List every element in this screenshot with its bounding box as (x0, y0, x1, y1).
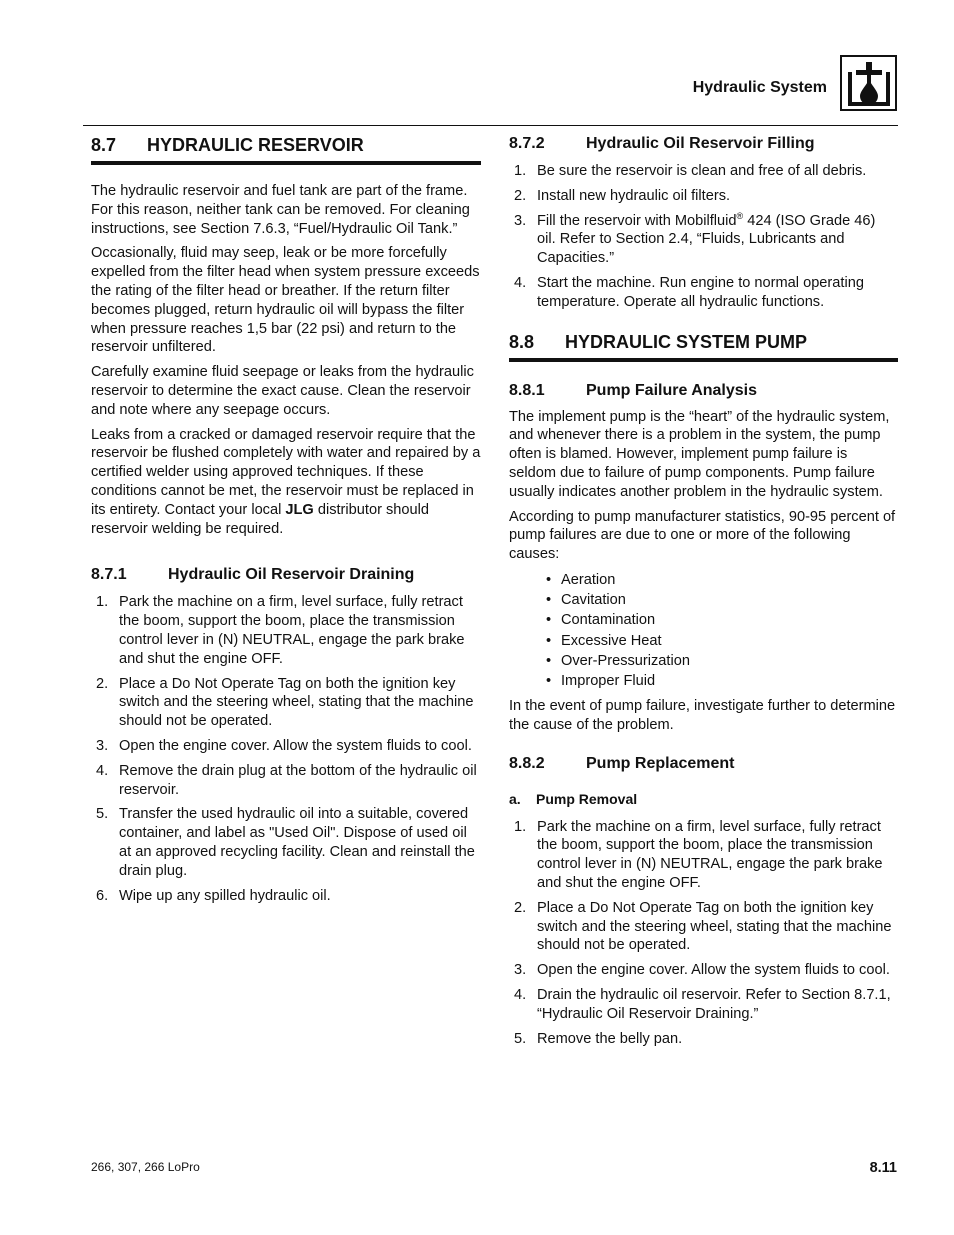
subsection-title: Pump Failure Analysis (586, 381, 758, 399)
list-item (509, 986, 898, 1024)
section-title: HYDRAULIC RESERVOIR (147, 135, 364, 155)
step-number: 6. (96, 887, 109, 904)
subsection-number: 8.7.1 (91, 566, 127, 584)
reservoir-paragraph: Carefully examine fluid seepage or leaks from the hydraulic reservoir to determine the exact cause. Clean the reservoir and note where any seepage occurs. (91, 364, 474, 418)
footer-models: 266, 307, 266 LoPro (91, 1160, 200, 1174)
filling-steps (509, 162, 898, 312)
step-number: 4. (514, 274, 527, 291)
minor-heading-label: a. (509, 790, 521, 807)
step-number: 1. (96, 594, 109, 611)
list-item (509, 212, 898, 268)
section-number: 8.7 (91, 135, 117, 155)
list-item: • Aeration (546, 570, 898, 590)
minor-heading-title: Pump Removal (536, 790, 638, 807)
list-item: • Improper Fluid (546, 671, 898, 691)
step-number: 4. (96, 762, 109, 779)
step-number: 2. (514, 187, 527, 204)
cause-text: Contamination (561, 612, 656, 629)
step-number: 3. (514, 962, 527, 979)
step-text-part: Fill the reservoir with Mobilfluid (537, 212, 737, 229)
list-item (91, 762, 481, 800)
list-item (509, 274, 898, 312)
list-item (91, 675, 481, 731)
step-text: Start the machine. Run engine to normal operating temperature. Operate all hydraulic functions. (537, 274, 864, 310)
list-item: • Excessive Heat (546, 631, 898, 651)
list-item (509, 1030, 898, 1049)
list-item (91, 593, 481, 668)
step-number: 3. (96, 737, 109, 754)
step-number: 1. (514, 818, 527, 835)
subsection-heading-8-7-2 (509, 134, 898, 154)
list-item (509, 818, 898, 893)
step-text: Park the machine on a firm, level surface, fully retract the boom, support the boom, place the transmission control lever in (N) NEUTRAL, engage the park brake and shut the engine OFF. (119, 594, 465, 667)
list-item (509, 162, 898, 181)
draining-steps (91, 593, 481, 905)
subsection-title: Hydraulic Oil Reservoir Draining (168, 566, 415, 584)
step-text: Transfer the used hydraulic oil into a suitable, covered container, and label as "Used Oil". Dispose of used oil at an approved recycling facility. Clean and reinstall the drain plug. (119, 806, 475, 879)
step-number: 1. (514, 163, 527, 179)
step-text (537, 212, 898, 268)
step-text: Open the engine cover. Allow the system fluids to cool. (119, 737, 472, 754)
subsection-title: Hydraulic Oil Reservoir Filling (586, 135, 815, 152)
list-item (91, 805, 481, 880)
analysis-closing-paragraph: In the event of pump failure, investigate further to determine the cause of the problem. (509, 698, 896, 733)
subsection-number: 8.7.2 (509, 135, 545, 152)
step-text: Remove the belly pan. (537, 1030, 683, 1047)
step-text: Be sure the reservoir is clean and free of all debris. (537, 163, 867, 179)
cause-text: Aeration (561, 571, 616, 588)
left-column (91, 134, 481, 911)
section-heading-8-7 (91, 134, 481, 165)
header-rule (83, 125, 898, 126)
analysis-paragraph: According to pump manufacturer statistics, 90-95 percent of pump failures are due to one or more of the following causes: (509, 508, 896, 563)
reservoir-paragraph: The hydraulic reservoir and fuel tank are part of the frame. For this reason, neither tank can be removed. For cleaning instructions, see Section 7.6.3, “Fuel/Hydraulic Oil Tank.” (91, 183, 470, 237)
step-number: 3. (514, 212, 527, 229)
list-item: • Over-Pressurization (546, 651, 898, 671)
cause-text: Over-Pressurization (561, 652, 690, 669)
list-item (509, 899, 898, 955)
step-text: Place a Do Not Operate Tag on both the ignition key switch and the steering wheel, stating that the machine should not be operated. (537, 899, 892, 954)
list-item (91, 887, 481, 906)
right-column (509, 134, 898, 1054)
step-text: Place a Do Not Operate Tag on both the ignition key switch and the steering wheel, stating that the machine should not be operated. (119, 675, 474, 730)
cause-text: Cavitation (561, 592, 626, 609)
step-text: Remove the drain plug at the bottom of the hydraulic oil reservoir. (119, 762, 477, 798)
subsection-heading-8-7-1 (91, 565, 481, 585)
page-number: 8.11 (869, 1160, 897, 1176)
subsection-number: 8.8.2 (509, 754, 545, 772)
removal-steps (509, 818, 898, 1049)
step-text: Drain the hydraulic oil reservoir. Refer to Section 8.7.1, “Hydraulic Oil Reservoir Draining.” (537, 986, 891, 1022)
running-header-title: Hydraulic System (692, 79, 827, 96)
list-item (509, 961, 898, 980)
step-number: 5. (96, 806, 109, 823)
step-text: Park the machine on a firm, level surface, fully retract the boom, support the boom, place the transmission control lever in (N) NEUTRAL, engage the park brake and shut the engine OFF. (537, 818, 883, 891)
step-number: 2. (514, 899, 527, 916)
registered-mark: ® (736, 210, 744, 221)
pump-removal-heading (509, 790, 898, 809)
step-number: 5. (514, 1030, 527, 1047)
step-text: Install new hydraulic oil filters. (537, 187, 731, 204)
cause-text: Improper Fluid (561, 672, 656, 689)
analysis-paragraph: The implement pump is the “heart” of the hydraulic system, and whenever there is a problem in the system, the pump often is blamed. However, implement pump failure is seldom due to failure of pump components. Pump failure usually indicates another problem in the hydraulic system. (509, 408, 890, 500)
failure-causes-list (509, 570, 898, 691)
step-number: 2. (96, 675, 109, 692)
list-item: • Contamination (546, 610, 898, 630)
subsection-heading-8-8-2 (509, 754, 898, 774)
step-text: Open the engine cover. Allow the system fluids to cool. (537, 962, 890, 979)
list-item: • Cavitation (546, 590, 898, 610)
step-text: Wipe up any spilled hydraulic oil. (119, 887, 331, 904)
list-item (509, 187, 898, 206)
subsection-heading-8-8-1 (509, 381, 898, 401)
step-number: 4. (514, 986, 527, 1003)
reservoir-paragraph: Occasionally, fluid may seep, leak or be more forcefully expelled from the filter head when system pressure exceeds the rating of the filter head or breather. If the return filter becomes plugged, return hydraulic oil will bypass the filter when pressure reaches 1,5 bar (22 psi) and return to the reservoir unfiltered. (91, 245, 480, 356)
paragraph-text: distributor should reservoir welding be required. (91, 501, 429, 537)
step-text-part: 424 (ISO Grade 46) oil. Refer to Section 2.4, “Fluids, Lubricants and Capacities.” (537, 212, 876, 267)
section-heading-8-8 (509, 331, 898, 362)
paragraph-text: Leaks from a cracked or damaged reservoir require that the reservoir be flushed completely with water and repaired by a certified welder using approved techniques. If these conditions cannot be met, the reservoir must be replaced in its entirety. Contact your local (91, 426, 481, 518)
subsection-number: 8.8.1 (509, 381, 545, 399)
subsection-title: Pump Replacement (586, 754, 735, 772)
section-number: 8.8 (509, 331, 535, 352)
hydraulic-oil-icon (840, 55, 897, 111)
section-title: HYDRAULIC SYSTEM PUMP (565, 331, 808, 352)
brand-name: JLG (285, 501, 314, 518)
reservoir-paragraph-leaks (91, 426, 481, 539)
list-item (91, 737, 481, 756)
cause-text: Excessive Heat (561, 632, 662, 649)
